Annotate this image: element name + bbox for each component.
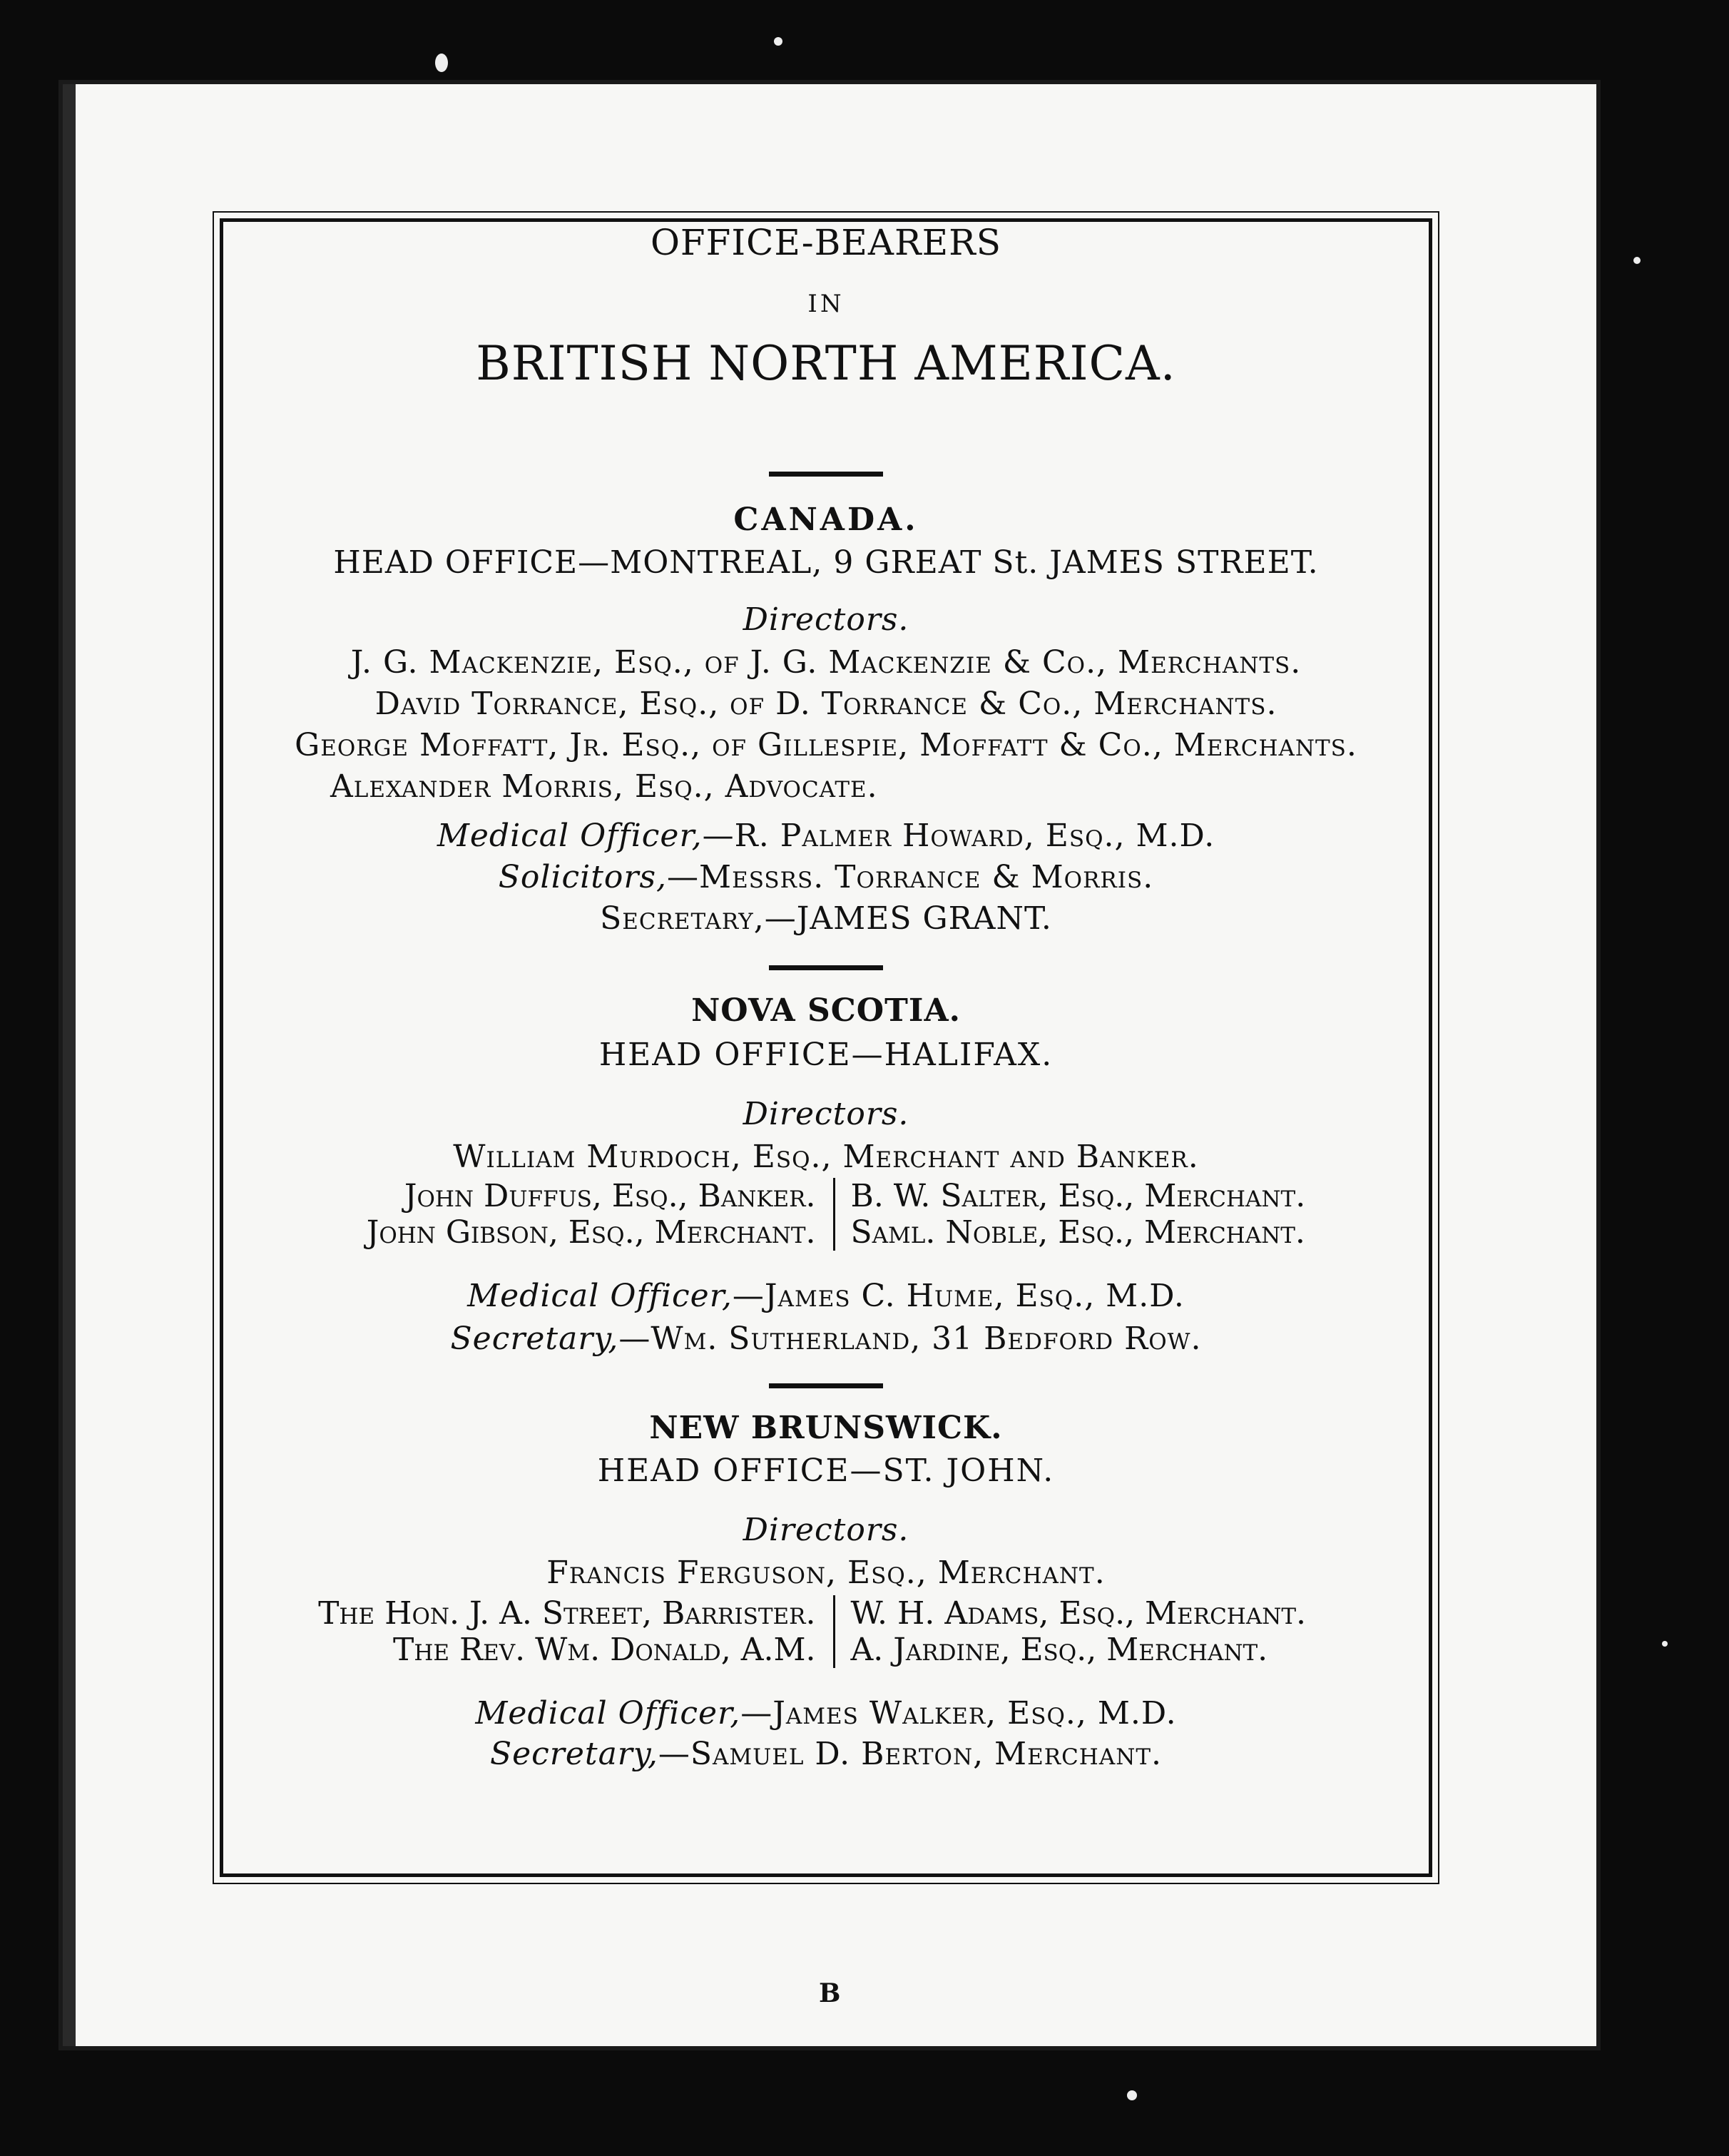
canada-solicitors-label: Solicitors, (498, 859, 668, 895)
new-brunswick-secretary-value: —Samuel D. Berton, Merchant. (658, 1736, 1163, 1772)
scan-speck (435, 54, 448, 72)
canada-director-3: George Moffatt, Jr. Esq., of Gillespie, Moffatt & Co., Merchants. (295, 727, 1357, 763)
new-brunswick-director-left-2: The Rev. Wm. Donald, A.M. (393, 1632, 816, 1668)
section-rule (769, 472, 883, 477)
new-brunswick-directors-columns (223, 1595, 1429, 1668)
new-brunswick-directors-left (260, 1595, 835, 1668)
nova-scotia-director-left-2: John Gibson, Esq., Merchant. (366, 1214, 816, 1251)
section-rule (769, 965, 883, 970)
new-brunswick-secretary (223, 1736, 1429, 1772)
nova-scotia-directors-columns (223, 1178, 1429, 1251)
new-brunswick-directors-label: Directors. (743, 1512, 909, 1548)
nova-scotia-medical-value: —James C. Hume, Esq., M.D. (732, 1278, 1185, 1314)
scan-speck (774, 37, 782, 46)
nova-scotia-directors-label: Directors. (743, 1096, 909, 1132)
nova-scotia-secretary-label: Secretary, (450, 1321, 619, 1357)
title-line-2: IN (807, 290, 845, 318)
nova-scotia-heading: NOVA SCOTIA. (691, 992, 961, 1029)
canada-solicitors-value: —Messrs. Torrance & Morris. (667, 859, 1154, 895)
canada-director-2: David Torrance, Esq., of D. Torrance & Co., Merchants. (374, 686, 1277, 722)
nova-scotia-director-left-1: John Duffus, Esq., Banker. (404, 1178, 816, 1214)
new-brunswick-directors-right (835, 1595, 1393, 1668)
bordered-frame (220, 218, 1432, 1877)
canada-director-4: Alexander Morris, Esq., Advocate. (330, 768, 878, 805)
nova-scotia-medical-officer (223, 1278, 1429, 1314)
new-brunswick-director-main: Francis Ferguson, Esq., Merchant. (546, 1555, 1106, 1591)
canada-medical-value: —R. Palmer Howard, Esq., M.D. (702, 818, 1215, 854)
new-brunswick-secretary-label: Secretary, (489, 1736, 658, 1772)
scan-speck (1127, 2090, 1137, 2100)
canada-heading: CANADA. (733, 502, 919, 538)
canada-director-1: J. G. Mackenzie, Esq., of J. G. Mackenzie & Co., Merchants. (350, 644, 1302, 681)
new-brunswick-medical-label: Medical Officer, (475, 1695, 741, 1732)
new-brunswick-medical-value: —James Walker, Esq., M.D. (740, 1695, 1177, 1732)
canada-secretary: Secretary,—JAMES GRANT. (600, 900, 1052, 937)
page-binding (63, 84, 76, 2046)
canada-medical-label: Medical Officer, (437, 818, 703, 854)
signature-mark: B (819, 1978, 841, 2008)
nova-scotia-medical-label: Medical Officer, (467, 1278, 733, 1314)
title-line-1: OFFICE-BEARERS (650, 222, 1002, 263)
canada-solicitors (223, 859, 1429, 895)
scan-speck (1633, 257, 1641, 264)
canada-directors-label: Directors. (743, 601, 909, 638)
nova-scotia-directors-left (260, 1178, 835, 1251)
new-brunswick-office: HEAD OFFICE—ST. JOHN. (597, 1453, 1055, 1489)
scan-speck (1662, 1641, 1668, 1647)
nova-scotia-directors-right (835, 1178, 1393, 1251)
new-brunswick-director-left-1: The Hon. J. A. Street, Barrister. (318, 1595, 816, 1632)
nova-scotia-director-right-2: Saml. Noble, Esq., Merchant. (850, 1214, 1305, 1251)
nova-scotia-secretary-value: —Wm. Sutherland, 31 Bedford Row. (618, 1321, 1202, 1357)
book-page (63, 84, 1596, 2046)
nova-scotia-secretary (223, 1321, 1429, 1357)
nova-scotia-office: HEAD OFFICE—HALIFAX. (598, 1037, 1054, 1073)
canada-medical-officer (223, 818, 1429, 854)
nova-scotia-director-main: William Murdoch, Esq., Merchant and Banker. (453, 1139, 1199, 1175)
new-brunswick-medical-officer (223, 1695, 1429, 1732)
new-brunswick-director-right-1: W. H. Adams, Esq., Merchant. (850, 1595, 1306, 1632)
canada-office: HEAD OFFICE—MONTREAL, 9 GREAT St. JAMES STREET. (333, 544, 1319, 581)
section-rule (769, 1383, 883, 1388)
title-line-3: BRITISH NORTH AMERICA. (476, 336, 1176, 391)
nova-scotia-director-right-1: B. W. Salter, Esq., Merchant. (850, 1178, 1306, 1214)
new-brunswick-director-right-2: A. Jardine, Esq., Merchant. (850, 1632, 1268, 1668)
new-brunswick-heading: NEW BRUNSWICK. (649, 1410, 1003, 1446)
